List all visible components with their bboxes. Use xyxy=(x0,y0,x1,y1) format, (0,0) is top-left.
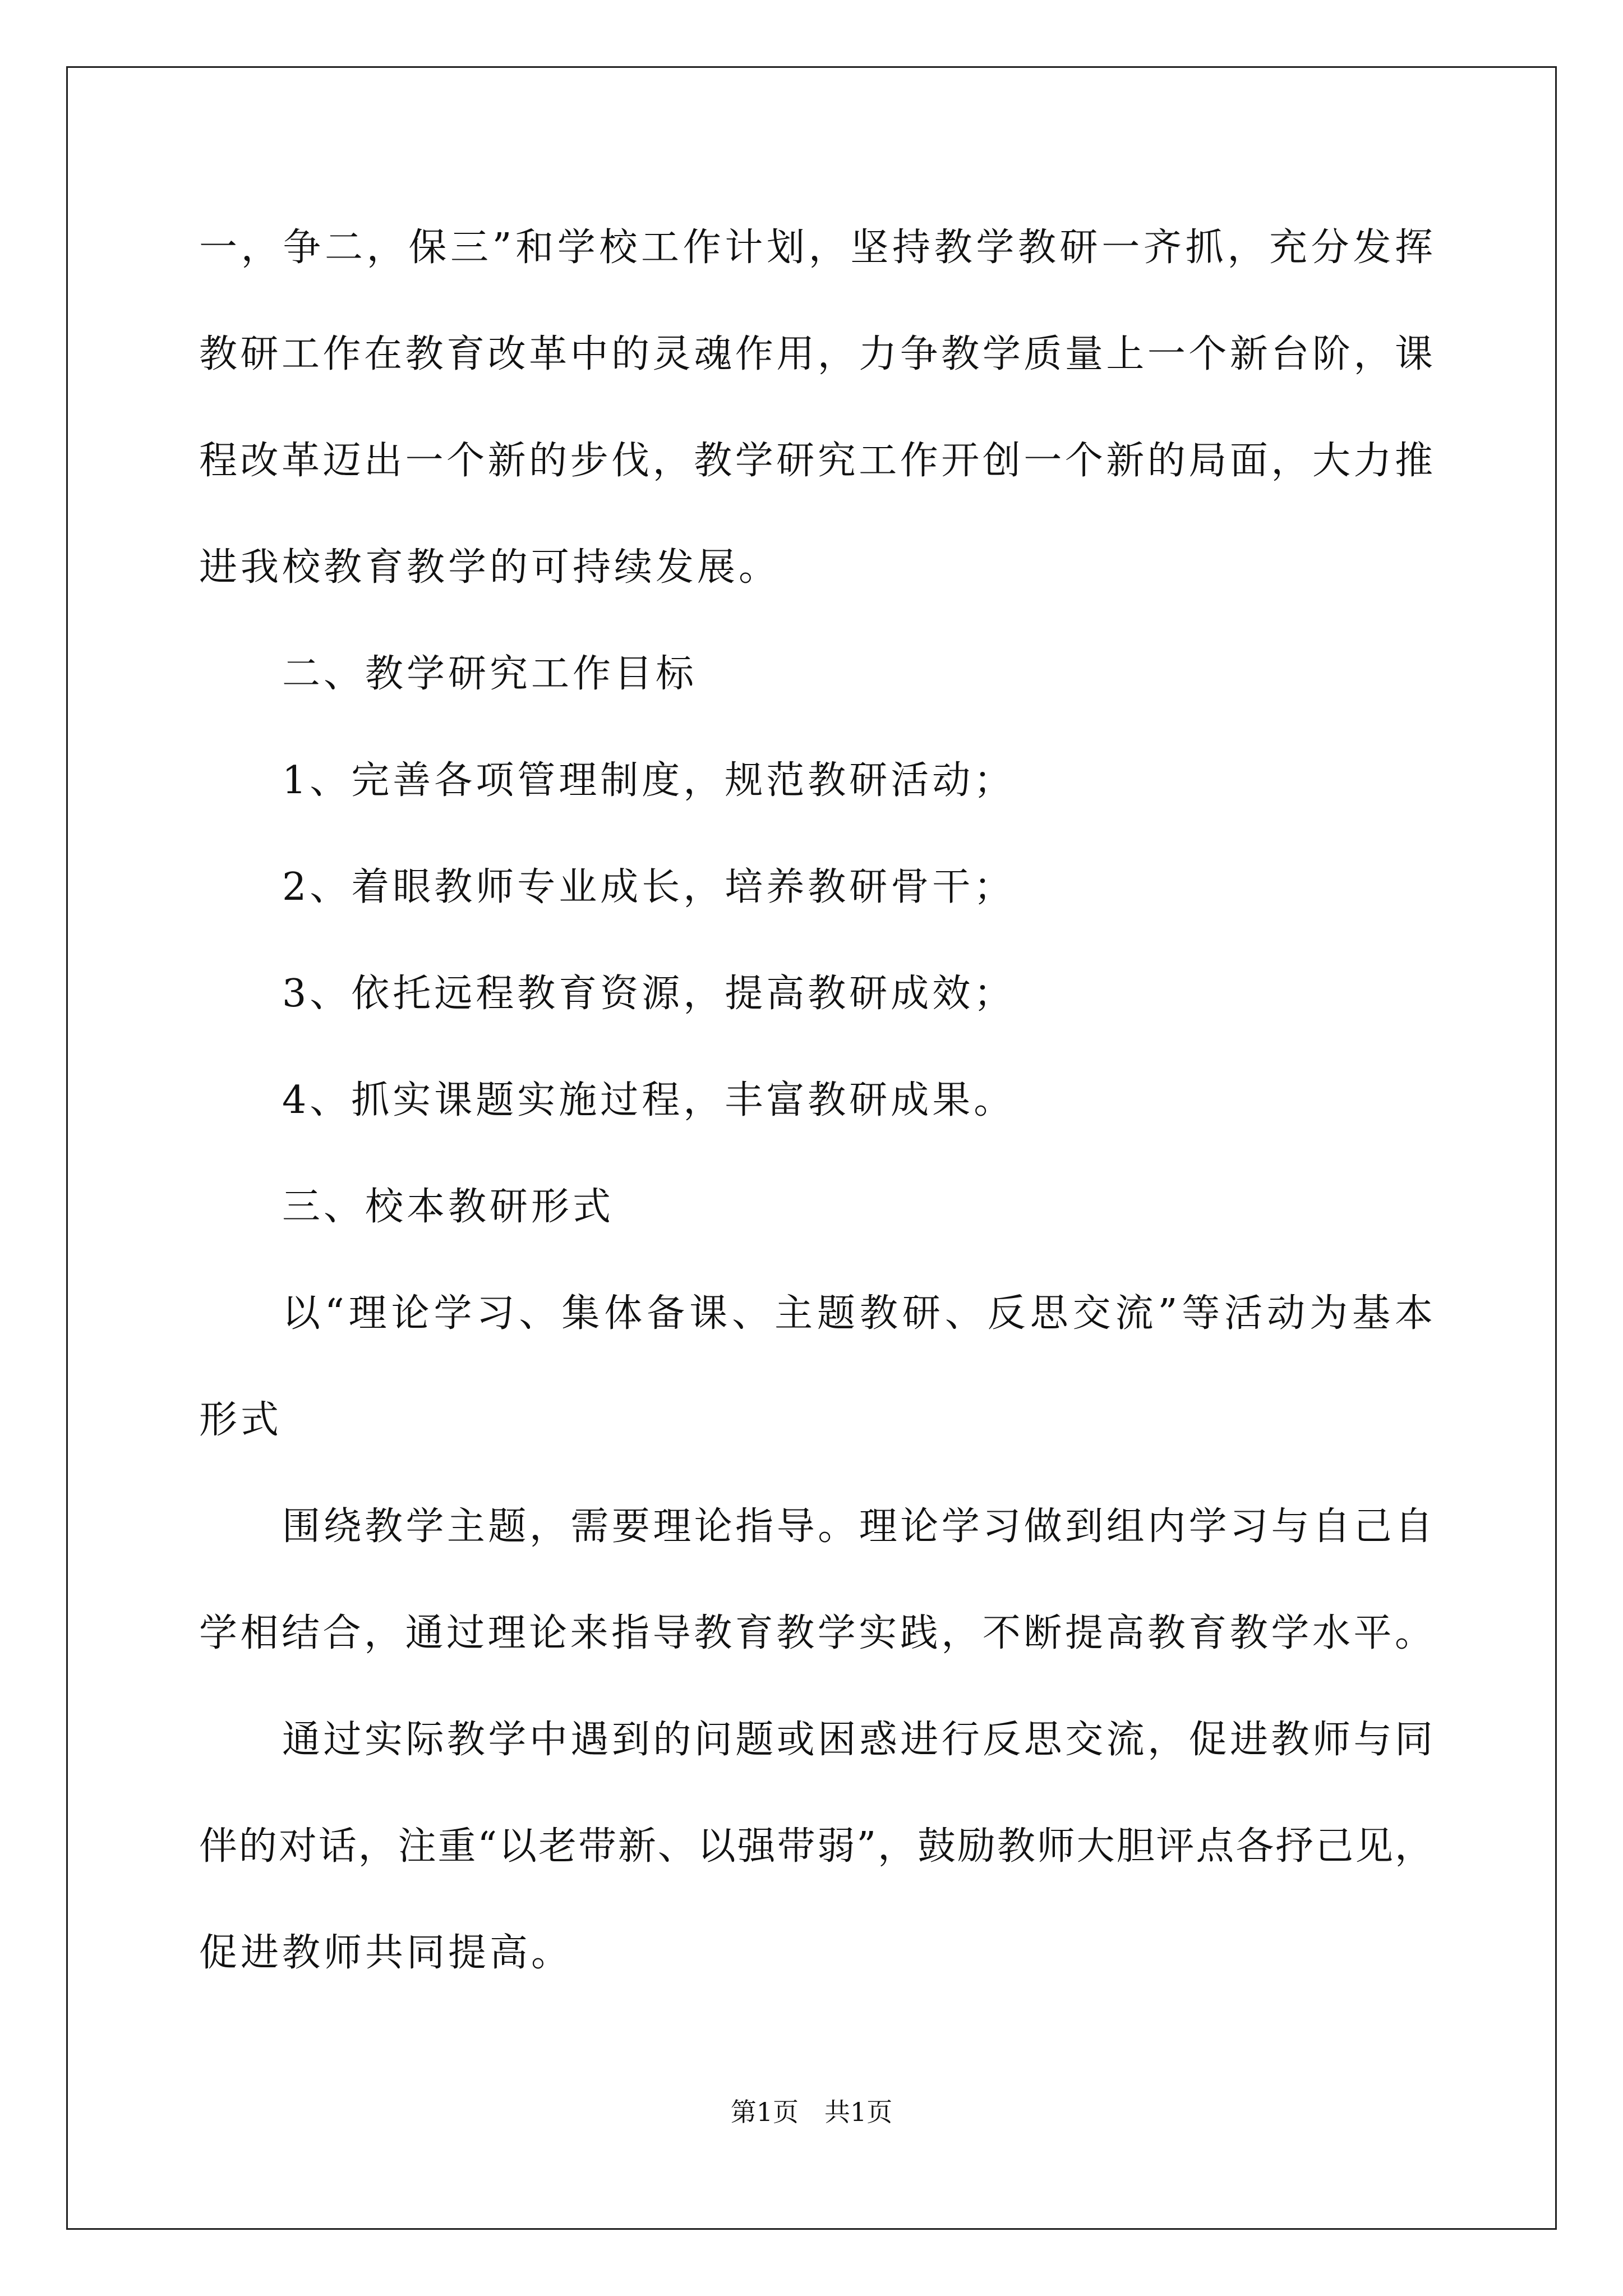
body-line: 以“理论学习、集体备课、主题教研、反思交流”等活动为基本 xyxy=(282,1291,1433,1336)
body-line: 一，争二，保三”和学校工作计划，坚持教学教研一齐抓，充分发挥 xyxy=(199,226,1433,270)
body-line: 进我校教育教学的可持续发展。 xyxy=(199,545,781,590)
body-line: 教研工作在教育改革中的灵魂作用，力争教学质量上一个新台阶，课 xyxy=(199,332,1433,376)
section-heading: 三、校本教研形式 xyxy=(282,1185,615,1229)
body-line: 促进教师共同提高。 xyxy=(199,1931,573,1975)
body-line: 学相结合，通过理论来指导教育教学实践，不断提高教育教学水平。 xyxy=(199,1611,1433,1655)
list-item: 3、依托远程教育资源，提高教研成效； xyxy=(282,972,1016,1016)
body-line: 程改革迈出一个新的步伐，教学研究工作开创一个新的局面，大力推 xyxy=(199,439,1433,483)
list-item: 2、着眼教师专业成长，培养教研骨干； xyxy=(282,865,1016,909)
list-item: 1、完善各项管理制度，规范教研活动； xyxy=(282,758,1016,803)
body-line: 通过实际教学中遇到的问题或困惑进行反思交流，促进教师与同 xyxy=(282,1718,1433,1762)
section-heading: 二、教学研究工作目标 xyxy=(282,652,698,696)
body-line: 形式 xyxy=(199,1398,283,1442)
body-line: 围绕教学主题，需要理论指导。理论学习做到组内学习与自己自 xyxy=(282,1504,1433,1549)
list-item: 4、抓实课题实施过程，丰富教研成果。 xyxy=(282,1078,1016,1122)
page-border xyxy=(66,66,1557,2230)
body-line: 伴的对话，注重“以老带新、以强带弱”，鼓励教师大胆评点各抒己见， xyxy=(199,1824,1433,1869)
page-number-footer: 第1页 共1页 xyxy=(730,2097,893,2127)
